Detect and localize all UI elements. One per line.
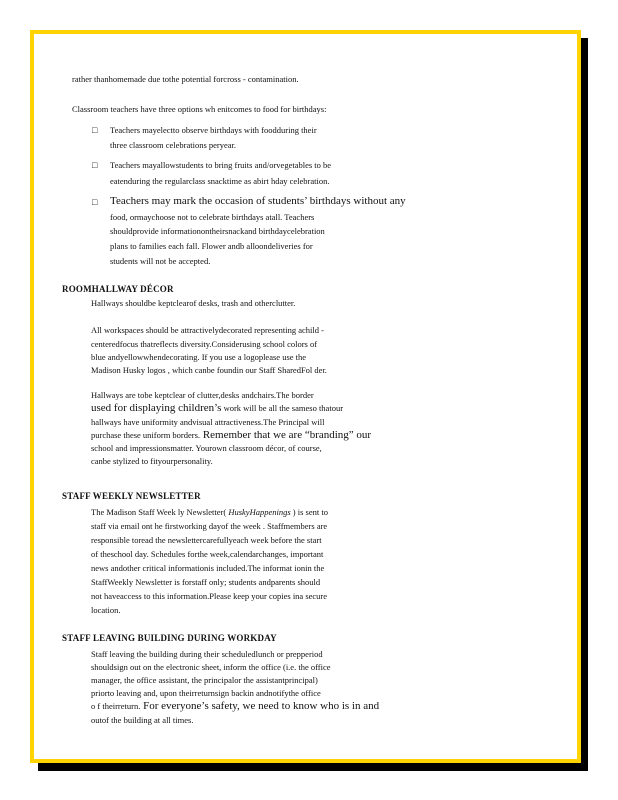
decor-line xyxy=(91,403,343,414)
decor-line: Hallways shouldbe keptclearof desks, trash and otherclutter. xyxy=(91,298,296,308)
decor-text: purchase these uniform borders. xyxy=(91,430,201,440)
bullet-line: three classroom celebrations peryear. xyxy=(110,140,237,150)
section-heading-decor: ROOMHALLWAY DÉCOR xyxy=(62,284,174,294)
decor-line: school and impressionsmatter. Yourown classroom décor, of course, xyxy=(91,443,322,453)
leaving-line: priorto leaving and, upon theirreturnsign backin andnotifythe office xyxy=(91,688,321,698)
newsletter-line: news andother critical informationis included.The informat ionin the xyxy=(91,563,325,573)
bullet-line: shouldprovide informationontheirsnackand birthdaycelebration xyxy=(110,226,325,236)
bullet-line: food, ormaychoose not to celebrate birthdays atall. Teachers xyxy=(110,212,315,222)
newsletter-line: of theschool day. Schedules forthe week,calendarchanges, important xyxy=(91,549,324,559)
bullet-line: plans to families each fall. Flower andb alloondeliveries for xyxy=(110,241,313,251)
bullet-line: Teachers mayallowstudents to bring fruits and/orvegetables to be xyxy=(110,160,332,170)
newsletter-text: The Madison Staff Week ly Newsletter( xyxy=(91,507,229,517)
decor-line: blue andyellowwhendecorating. If you use a logoplease use the xyxy=(91,352,307,362)
newsletter-title-italic: HuskyHappenings xyxy=(228,507,291,517)
decor-line xyxy=(91,430,371,441)
bullet-lead-line: Teachers may mark the occasion of students’ birthdays without any xyxy=(110,195,406,207)
newsletter-line: staff via email ont he firstworking dayof the week . Staffmembers are xyxy=(91,521,328,531)
bullet-box-icon: □ xyxy=(92,125,98,135)
bullet-line: students will not be accepted. xyxy=(110,256,211,266)
decor-line: Hallways are tobe keptclear of clutter,desks andchairs.The border xyxy=(91,390,314,400)
bullet-box-icon: □ xyxy=(92,160,98,170)
leaving-line: outof the building at all times. xyxy=(91,715,194,725)
decor-line: All workspaces should be attractivelydecorated representing achild - xyxy=(91,325,324,335)
leaving-emphasis-text: For everyone’s safety, we need to know who is in and xyxy=(140,700,380,712)
leaving-line: manager, the office assistant, the principalor the assistantprincipal) xyxy=(91,675,318,685)
decor-line: centeredfocus thatreflects diversity.Considerusing school colors of xyxy=(91,339,318,349)
bullet-line: Teachers mayelectto observe birthdays with foodduring their xyxy=(110,125,317,135)
bullet-line: eatenduring the regularclass snacktime as abirt hday celebration. xyxy=(110,176,330,186)
newsletter-line: responsible toread the newslettercarefullyeach week before the start xyxy=(91,535,322,545)
newsletter-line xyxy=(91,507,328,518)
leaving-line: Staff leaving the building during their scheduledlunch or prepperiod xyxy=(91,649,323,659)
intro-line: rather thanhomemade due tothe potential forcross - contamination. xyxy=(72,74,299,84)
leaving-line: shouldsign out on the electronic sheet, inform the office (i.e. the office xyxy=(91,662,331,672)
leaving-text: o f theirreturn. xyxy=(91,701,141,711)
intro-line: Classroom teachers have three options wh enitcomes to food for birthdays: xyxy=(72,104,327,114)
decor-line: hallways have uniformity andvisual attractiveness.The Principal will xyxy=(91,417,325,427)
decor-line: Madison Husky logos , which canbe foundin our Staff SharedFol der. xyxy=(91,365,327,375)
leaving-line xyxy=(91,701,379,712)
bullet-box-icon: □ xyxy=(92,197,98,207)
decor-emphasis-text: used for displaying children’s xyxy=(91,402,222,414)
decor-text: work will be all the sameso thatour xyxy=(221,403,344,413)
decor-emphasis-text: Remember that we are “branding” our xyxy=(200,429,372,441)
newsletter-line: location. xyxy=(91,605,121,615)
decor-line: canbe stylized to fityourpersonality. xyxy=(91,456,213,466)
section-heading-newsletter: STAFF WEEKLY NEWSLETTER xyxy=(62,491,201,501)
newsletter-text: ) is sent to xyxy=(290,507,328,517)
section-heading-leaving: STAFF LEAVING BUILDING DURING WORKDAY xyxy=(62,633,277,643)
newsletter-line: not haveaccess to this information.Please keep your copies ina secure xyxy=(91,591,328,601)
newsletter-line: StaffWeekly Newsletter is forstaff only; students andparents should xyxy=(91,577,321,587)
